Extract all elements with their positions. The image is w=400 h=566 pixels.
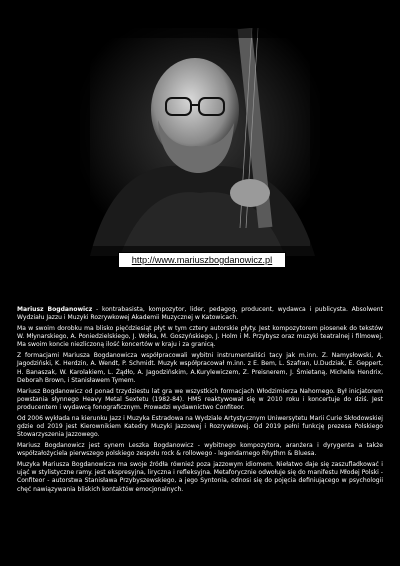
bio-intro-text: - kontrabasista, kompozytor, lider, pedagog, producent, wydawca i publicysta. Absolwent Wydziału Jazzu i Muzyki Rozrywkowej Akademii Muzycznej w Katowicach. [17,306,384,322]
bio-paragraph-intro [17,306,383,322]
biography [17,306,383,496]
bio-paragraph-nahorny: Mariusz Bogdanowicz od ponad trzydziestu lat gra we wszystkich formacjach Włodzimierza Nahornego. Był inicjatorem powstania słynnego Heavy Metal Sextetu (1982-84). HMS reaktywował się w 2010 roku i koncertuje do dziś. Jest producentem i wydawcą fonograficznym. Prowadzi wydawnictwo Confiteor. [17,387,383,412]
website-link[interactable]: http://www.mariuszbogdanowicz.pl [131,255,273,265]
bio-paragraph-discography: Ma w swoim dorobku ma blisko pięćdziesiąt płyt w tym cztery autorskie płyty. Jest kompozytorem piosenek do tekstów W. Młynarskiego, A. Poniedzielskiego, J. Wołka, M. Goszyńskiego, J. Holm i M. Przybysz oraz muzyki teatralnej i filmowej. Ma swoim koncie niezliczoną ilość koncertów w kraju i za granicą. [17,325,383,349]
bio-paragraph-teaching: Od 2006 wykłada na kierunku Jazz i Muzyka Estradowa na Wydziale Artystycznym Uniwersytetu Marii Curie Skłodowskiej gdzie od 2019 jest Kierownikiem Katedry Muzyki Jazzowej i Rozrywkowej. Od 2019 pełni funkcję prezesa Polskiego Stowarzyszenia Jazzowego. [17,414,383,439]
bio-paragraph-family: Mariusz Bogdanowicz jest synem Leszka Bogdanowicz - wybitnego kompozytora, aranżera i dyrygenta a także współzałożyciela pierwszego polskiego zespołu rock & rollowego - legendarnego Rhythm & Bluesa. [17,442,383,458]
bio-paragraph-music: Muzyka Mariusza Bogdanowicza ma swoje źródła również poza jazzowym idiomem. Niełatwo daje się zaszufladkować i ująć w stylistyczne ramy. jest ekspresyjna, liryczna i refleksyjna. Metaforycznie odwołuje się do manifestu Młodej Polski - Confiteor - autorstwa Stanisława Przybyszewskiego, a jego Syntonia, odnosi się do pojęcia definiującego w psychologii chęć nawiązywania bliskich kontaktów emocjonalnych. [17,461,383,493]
website-link-box[interactable] [118,252,286,268]
artist-name: Mariusz Bogdanowicz [17,306,93,313]
bio-paragraph-collaborators: Z formacjami Mariusza Bogdanowicza współpracowali wybitni instrumentaliści tacy jak m.inn. Z. Namysłowski, A. Jagodziński, K. Herdzin, A. Wendt, P. Schmidt. Muzyk współpracował m.inn. z E. Bem, L. Szafran, U.Dudziak, E. Geppert, H. Banaszak, W. Karolakiem, L. Żądło, A. Jagodzińskim, A.Kurylewiczem, Z. Preisnerem, J. Śmietaną, Michelle Hendrix, Deborah Brown, i Stanisławem Tymem. [17,352,383,384]
portrait-photo [80,28,320,256]
